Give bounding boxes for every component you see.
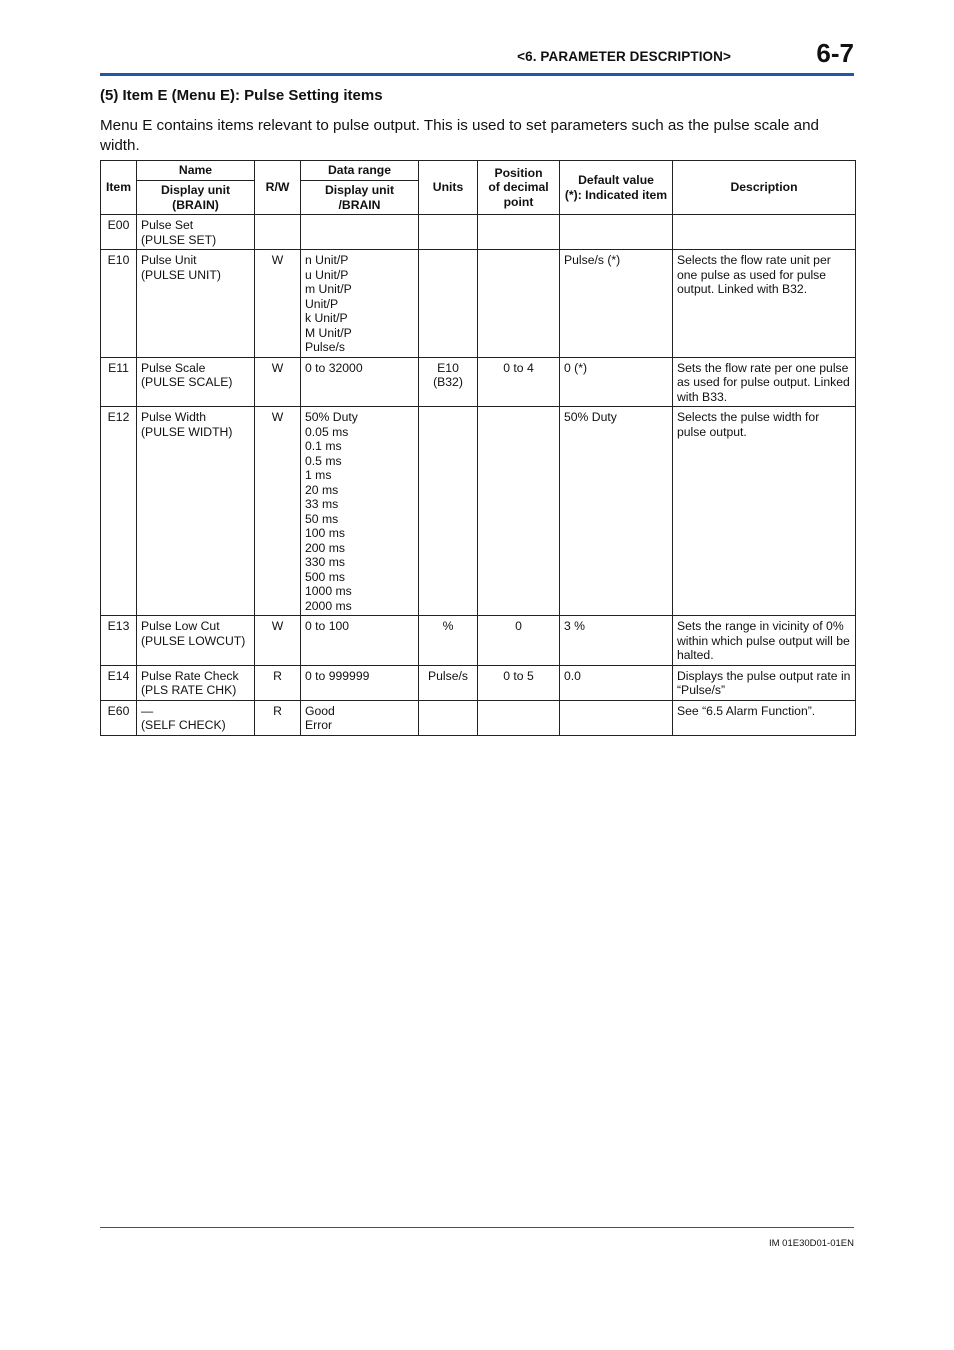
row-description — [673, 215, 856, 250]
row-name: Pulse Low Cut (PULSE LOWCUT) — [137, 616, 255, 666]
row-description: Sets the flow rate per one pulse as used for pulse output. Linked with B33. — [673, 357, 856, 407]
row-units: % — [419, 616, 478, 666]
row-units — [419, 407, 478, 616]
row-description: See “6.5 Alarm Function”. — [673, 700, 856, 735]
row-units — [419, 250, 478, 358]
row-units: Pulse/s — [419, 665, 478, 700]
row-range: 0 to 32000 — [301, 357, 419, 407]
row-range — [301, 215, 419, 250]
row-name: Pulse Unit (PULSE UNIT) — [137, 250, 255, 358]
row-default: 0 (*) — [560, 357, 673, 407]
header-default-value: Default value (*): Indicated item — [560, 161, 673, 215]
row-range: 50% Duty 0.05 ms 0.1 ms 0.5 ms 1 ms 20 ms 33 ms 50 ms 100 ms 200 ms 330 ms 500 ms 1000 ms 2000 ms — [301, 407, 419, 616]
row-position — [478, 250, 560, 358]
row-rw — [255, 215, 301, 250]
intro-paragraph: Menu E contains items relevant to pulse output. This is used to set parameters such as the pulse scale and width. — [100, 117, 819, 154]
row-default: 3 % — [560, 616, 673, 666]
row-position — [478, 407, 560, 616]
row-item: E60 — [101, 700, 137, 735]
header-divider — [100, 73, 854, 76]
row-rw: W — [255, 616, 301, 666]
row-default: Pulse/s (*) — [560, 250, 673, 358]
row-units: E10 (B32) — [419, 357, 478, 407]
row-position: 0 to 5 — [478, 665, 560, 700]
row-range: 0 to 999999 — [301, 665, 419, 700]
page-number: 6-7 — [816, 38, 854, 68]
row-description: Selects the pulse width for pulse output. — [673, 407, 856, 616]
row-item: E14 — [101, 665, 137, 700]
row-units — [419, 700, 478, 735]
header-display-unit: Display unit (BRAIN) — [137, 181, 255, 215]
header-data-range: Data range — [301, 161, 419, 181]
table-row — [101, 250, 856, 358]
row-rw: W — [255, 407, 301, 616]
row-name: Pulse Width (PULSE WIDTH) — [137, 407, 255, 616]
header-display-unit-brain: Display unit /BRAIN — [301, 181, 419, 215]
table-row — [101, 407, 856, 616]
row-range: 0 to 100 — [301, 616, 419, 666]
row-name: Pulse Scale (PULSE SCALE) — [137, 357, 255, 407]
table-row — [101, 357, 856, 407]
row-name: Pulse Rate Check (PLS RATE CHK) — [137, 665, 255, 700]
section-title: (5) Item E (Menu E): Pulse Setting items — [100, 87, 383, 104]
header-name: Name — [137, 161, 255, 181]
row-item: E10 — [101, 250, 137, 358]
chapter-title: <6. PARAMETER DESCRIPTION> — [517, 49, 731, 64]
row-rw: R — [255, 665, 301, 700]
row-rw: W — [255, 357, 301, 407]
table-row — [101, 215, 856, 250]
row-default — [560, 215, 673, 250]
row-default: 0.0 — [560, 665, 673, 700]
row-position — [478, 215, 560, 250]
header-description: Description — [673, 161, 856, 215]
row-description: Selects the flow rate unit per one pulse as used for pulse output. Linked with B32. — [673, 250, 856, 358]
row-range: Good Error — [301, 700, 419, 735]
row-position: 0 to 4 — [478, 357, 560, 407]
row-item: E00 — [101, 215, 137, 250]
table-row — [101, 700, 856, 735]
page-header — [100, 38, 854, 74]
pulse-settings-table — [100, 160, 856, 736]
table-row — [101, 665, 856, 700]
row-item: E13 — [101, 616, 137, 666]
row-position — [478, 700, 560, 735]
header-decimal-position: Position of decimal point — [478, 161, 560, 215]
header-item: Item — [101, 161, 137, 215]
row-name: — (SELF CHECK) — [137, 700, 255, 735]
row-description: Sets the range in vicinity of 0% within which pulse output will be halted. — [673, 616, 856, 666]
row-name: Pulse Set (PULSE SET) — [137, 215, 255, 250]
header-rw: R/W — [255, 161, 301, 215]
row-rw: W — [255, 250, 301, 358]
row-range: n Unit/P u Unit/P m Unit/P Unit/P k Unit/P M Unit/P Pulse/s — [301, 250, 419, 358]
row-position: 0 — [478, 616, 560, 666]
document-id: IM 01E30D01-01EN — [768, 1238, 854, 1249]
row-default — [560, 700, 673, 735]
row-item: E11 — [101, 357, 137, 407]
row-rw: R — [255, 700, 301, 735]
header-units: Units — [419, 161, 478, 215]
footer-divider — [100, 1227, 854, 1228]
row-units — [419, 215, 478, 250]
row-description: Displays the pulse output rate in “Pulse/s” — [673, 665, 856, 700]
table-row — [101, 616, 856, 666]
row-default: 50% Duty — [560, 407, 673, 616]
row-item: E12 — [101, 407, 137, 616]
